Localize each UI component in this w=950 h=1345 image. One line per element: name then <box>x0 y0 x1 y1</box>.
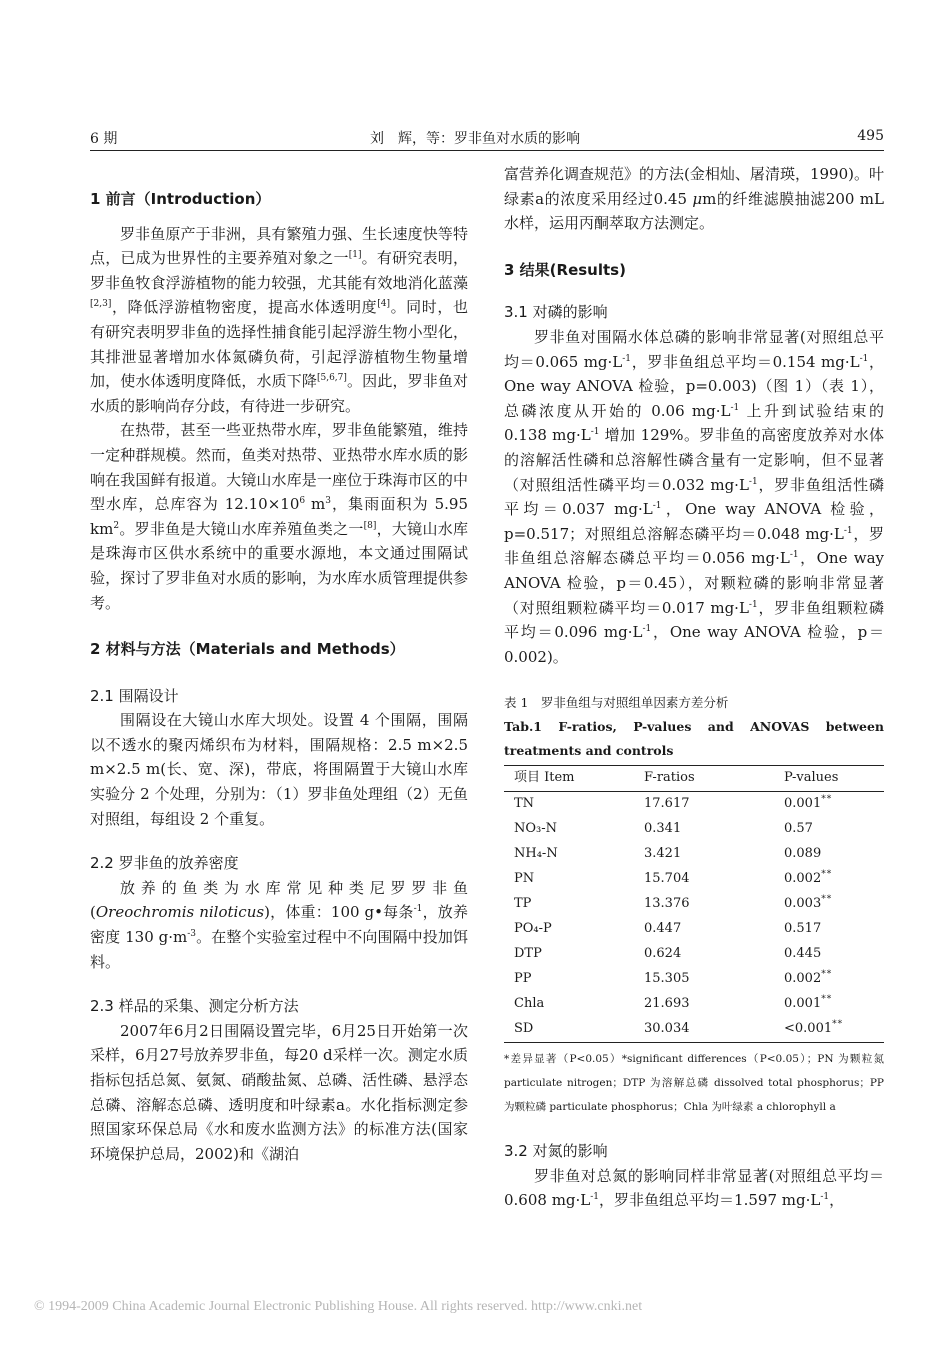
significance-mark: ** <box>821 870 833 881</box>
cell-p-value: <0.001** <box>784 1020 844 1037</box>
cell-f-ratio: 30.034 <box>644 1021 690 1037</box>
table-row <box>504 817 884 842</box>
cell-p-value: 0.003** <box>784 895 833 912</box>
header-rule <box>90 150 884 151</box>
cell-f-ratio: 0.624 <box>644 946 682 962</box>
cell-f-ratio: 15.305 <box>644 971 690 987</box>
cell-p-value: 0.002** <box>784 970 833 987</box>
cell-item: PN <box>514 871 535 887</box>
table-row <box>504 992 884 1017</box>
cell-p-value: 0.445 <box>784 946 822 962</box>
significance-mark: ** <box>821 795 833 806</box>
cell-item: PP <box>514 971 532 987</box>
right-column <box>504 162 884 1213</box>
cell-item: PO₄-P <box>514 921 552 937</box>
section-3-2-paragraph: 罗非鱼对总氮的影响同样非常显著(对照组总平均＝0.608 $mg\cdot L^{-1}$，罗非鱼组总平均＝1.597 $mg\cdot L^{-1}$， <box>504 1166 884 1210</box>
table-row <box>504 842 884 867</box>
table-header-row <box>504 766 884 792</box>
page-number: 495 <box>857 128 884 144</box>
cell-f-ratio: 3.421 <box>644 846 682 862</box>
significance-mark: ** <box>821 895 833 906</box>
intro-paragraph-1: 罗非鱼原产于非洲，具有繁殖力强、生长速度快等特点，已成为世界性的主要养殖对象之一[1]。有研究表明，罗非鱼牧食浮游植物的能力较强，尤其能有效地消化蓝藻[2,3]，降低浮游植物密度，提高水体透明度[4]。同时，也有研究表明罗非鱼的选择性捕食能引起浮游生物小型化，其排泄显著增加水体氮磷负荷，引起浮游植物生物量增加，使水体透明度降低，水质下降[5,6,7]。因此，罗非鱼对水质的影响尚存分歧，有待进一步研究。 <box>90 224 468 415</box>
significance-mark: ** <box>821 970 833 981</box>
section-2-title: 2 材料与方法（Materials and Methods） <box>90 640 405 659</box>
cell-f-ratio: 17.617 <box>644 796 690 812</box>
intro-paragraph-2: 在热带，甚至一些亚热带水库，罗非鱼能繁殖，维持一定种群规模。然而，鱼类对热带、亚热带水库水质的影响在我国鲜有报道。大镜山水库是一座位于珠海市区的中型水库，总库容为 $12.10\times 10^6$ $m^3$，集雨面积为 5.95 $km^2$。罗非鱼是大镜山水库养殖鱼类之一[8]，大镜山水库是珠海市区供水系统中的重要水源地，本文通过围隔试验，探讨了罗非鱼对水质的影响，为水库水质管理提供参考。 <box>90 421 468 612</box>
cell-f-ratio: 15.704 <box>644 871 690 887</box>
cell-p-value: 0.002** <box>784 870 833 887</box>
cell-p-value: 0.57 <box>784 821 813 837</box>
section-1-title: 1 前言（Introduction） <box>90 190 271 208</box>
cell-item: TP <box>514 896 532 912</box>
header-p-values: P-values <box>784 770 839 786</box>
copyright-footer: © 1994-2009 China Academic Journal Electronic Publishing House. All rights reserved. http://www.cnki.net <box>34 1299 643 1314</box>
table-row <box>504 792 884 818</box>
anova-table <box>504 765 884 1043</box>
cell-item: NO₃-N <box>514 821 558 837</box>
section-2-2-title: 2.2 罗非鱼的放养密度 <box>90 854 239 873</box>
table-row <box>504 942 884 967</box>
section-3-1-paragraph: 罗非鱼对围隔水体总磷的影响非常显著(对照组总平均＝0.065 $mg\cdot L^{-1}$，罗非鱼组总平均＝0.154 $mg\cdot L^{-1}$，One way ANOVA 检验，p=0.003)（图 1）（表 1），总磷浓度从开始的 0.06 $mg\cdot L^{-1}$ 上升到试验结束的 0.138 $mg\cdot L^{-1}$ 增加 129%。罗非鱼的高密度放养对水体的溶解活性磷和总溶解性磷含量有一定影响，但不显著（对照组活性磷平均＝0.032 $mg\cdot L^{-1}$，罗非鱼组活性磷平均＝0.037 $mg\cdot L^{-1}$，One way ANOVA 检验，p=0.517；对照组总溶解态磷平均＝0.048 $mg\cdot L^{-1}$，罗非鱼组总溶解态磷总平均＝0.056 $mg\cdot L^{-1}$，One way ANOVA 检验，p＝0.45），对颗粒磷的影响非常显著（对照组颗粒磷平均＝0.017 $mg\cdot L^{-1}$，罗非鱼组颗粒磷平均＝0.096 $mg\cdot L^{-1}$，One way ANOVA 检验，p＝0.002)。 <box>504 327 885 666</box>
table-row <box>504 1017 884 1043</box>
section-2-2-paragraph: 放养的鱼类为水库常见种类尼罗罗非鱼(Oreochromis niloticus)，体重：100 g•每条$^{-1}$，放养密度 130 $g\cdot m^{-3}$。在整个实验室过程中不向围隔中投加饵料。 <box>90 878 468 971</box>
section-3-2-title: 3.2 对氮的影响 <box>504 1142 608 1161</box>
significance-mark: ** <box>832 1020 844 1031</box>
cell-p-value: 0.001** <box>784 995 833 1012</box>
cell-item: NH₄-N <box>514 846 558 862</box>
running-title: 刘 辉，等：罗非鱼对水质的影响 <box>370 131 580 147</box>
table-caption-cn: 表 1 罗非鱼组与对照组单因素方差分析 <box>504 695 729 711</box>
table-row <box>504 867 884 892</box>
table-row <box>504 892 884 917</box>
table-caption-en: Tab.1 F-ratios, P-values and ANOVAS between treatments and controls <box>504 719 884 759</box>
cell-f-ratio: 13.376 <box>644 896 690 912</box>
continued-paragraph: 富营养化调查规范》的方法(金相灿、屠清瑛，1990)。叶绿素a的浓度采用经过0.45 μm的纤维滤膜抽滤200 mL水样，运用丙酮萃取方法测定。 <box>504 165 884 233</box>
section-2-1-paragraph: 围隔设在大镜山水库大坝处。设置 4 个围隔，围隔以不透水的聚丙烯织布为材料，围隔规格：2.5 m×2.5 m×2.5 m(长、宽、深)，带底，将围隔置于大镜山水库实验分 2 个处理，分别为：（1）罗非鱼处理组（2）无鱼对照组，每组设 2 个重复。 <box>90 711 468 828</box>
table-note: *差异显著（P<0.05）*significant differences（P<0.05）；PN 为颗粒氮 particulate nitrogen；DTP 为溶解总磷 dissolved total phosphorus；PP 为颗粒磷 particulate phosphorus；Chla 为叶绿素 a chlorophyll a <box>504 1053 884 1114</box>
section-3-1-title: 3.1 对磷的影响 <box>504 303 608 322</box>
header-item: 项目 Item <box>514 770 575 786</box>
cell-f-ratio: 0.447 <box>644 921 682 937</box>
left-column <box>90 187 468 1166</box>
table-body <box>504 792 884 1043</box>
header-issue: 6 期 <box>90 131 118 147</box>
table-row <box>504 917 884 942</box>
cell-p-value: 0.517 <box>784 921 822 937</box>
cell-item: SD <box>514 1021 534 1037</box>
cell-item: DTP <box>514 946 542 962</box>
header-f-ratios: F-ratios <box>644 770 695 786</box>
cell-item: Chla <box>514 996 545 1012</box>
section-2-3-title: 2.3 样品的采集、测定分析方法 <box>90 997 299 1016</box>
cell-p-value: 0.089 <box>784 846 822 862</box>
section-2-1-title: 2.1 围隔设计 <box>90 686 179 705</box>
significance-mark: ** <box>821 995 833 1006</box>
cell-f-ratio: 21.693 <box>644 996 690 1012</box>
section-2-3-paragraph: 2007年6月2日围隔设置完毕，6月25日开始第一次采样，6月27号放养罗非鱼，每20 d采样一次。测定水质指标包括总氮、氨氮、硝酸盐氮、总磷、活性磷、悬浮态总磷、溶解态总磷、透明度和叶绿素a。水化指标测定参照国家环保总局《水和废水监测方法》的标准方法(国家环境保护总局，2002)和《湖泊 <box>90 1021 468 1163</box>
section-3-title: 3 结果(Results) <box>504 260 626 279</box>
cell-p-value: 0.001** <box>784 795 833 812</box>
cell-f-ratio: 0.341 <box>644 821 682 837</box>
cell-item: TN <box>514 796 535 812</box>
table-row <box>504 967 884 992</box>
